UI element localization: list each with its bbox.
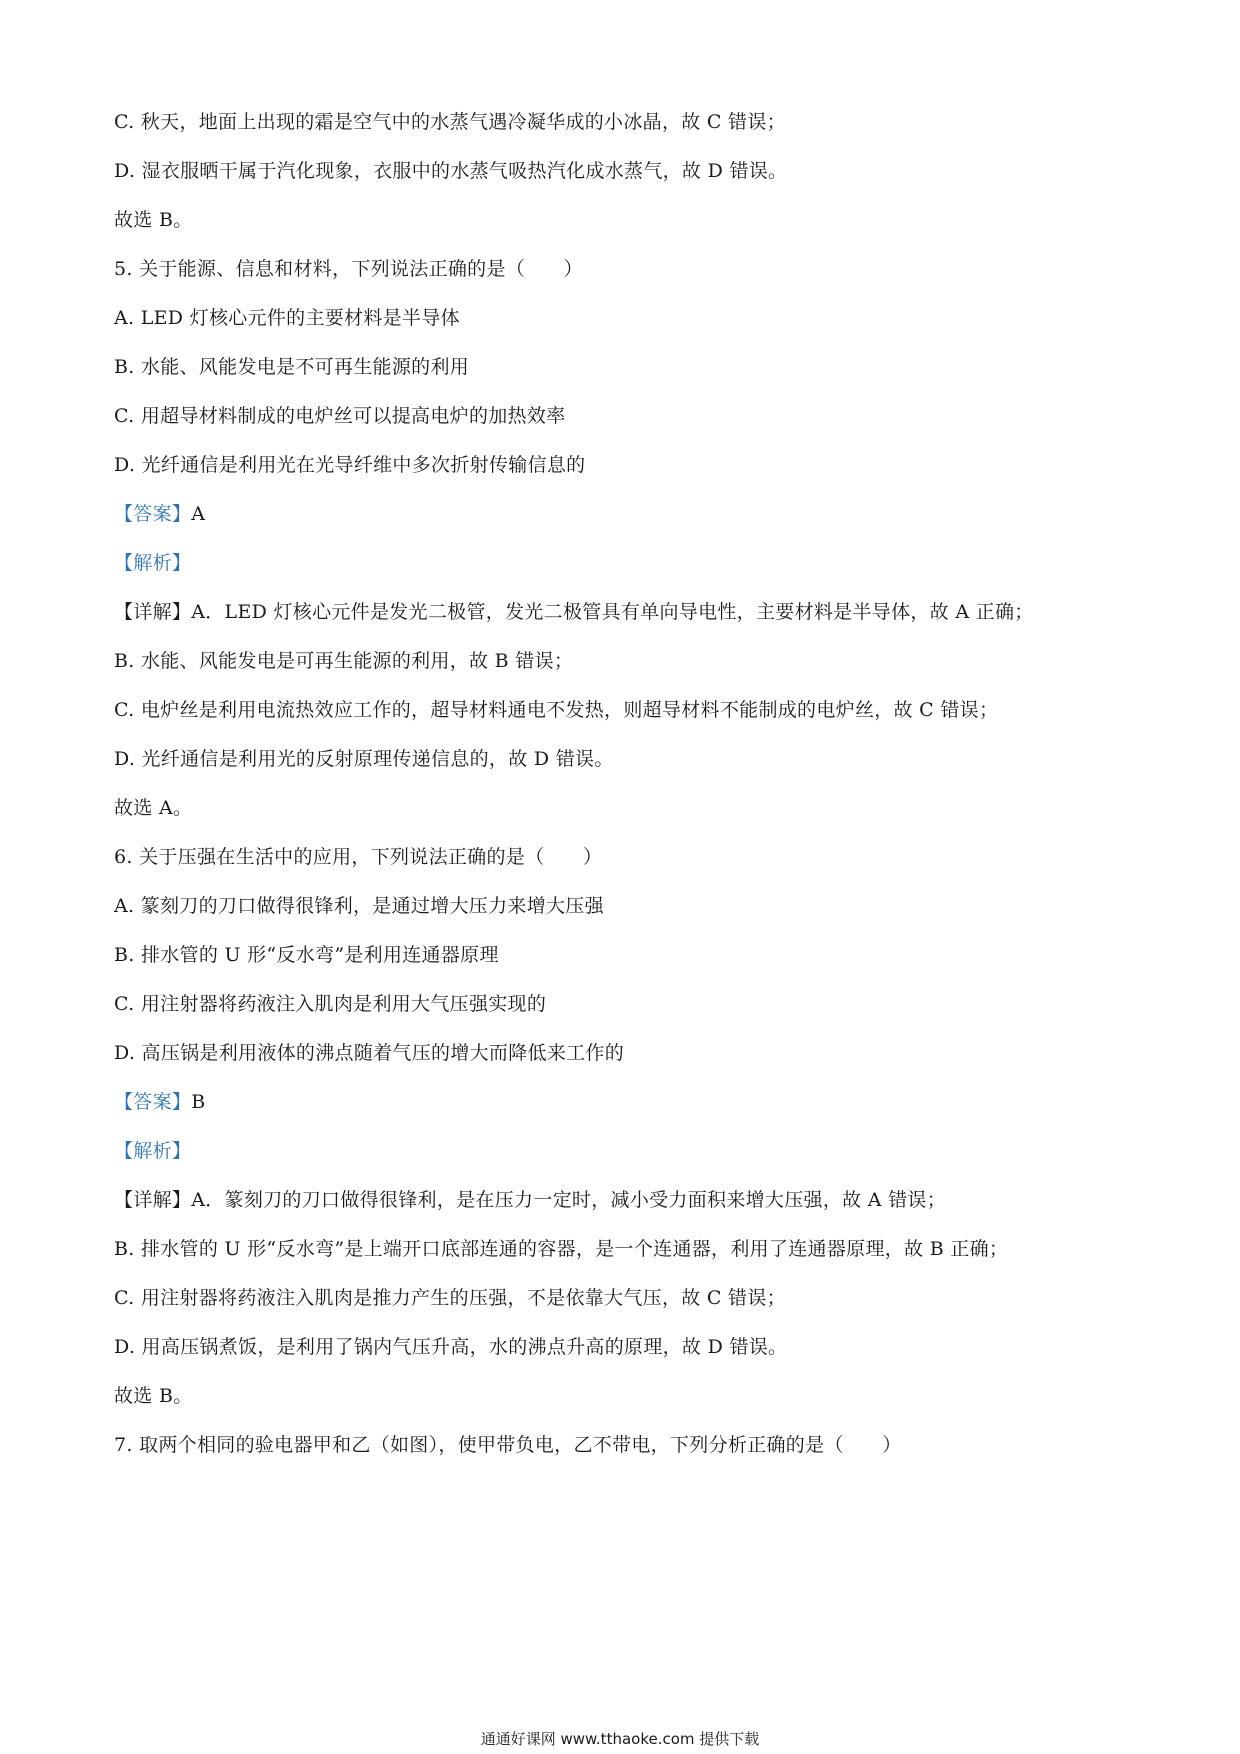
text-line	[114, 392, 1144, 441]
line-text: 故选 A。	[114, 797, 193, 819]
line-text: 【详解】A．篆刻刀的刀口做得很锋利，是在压力一定时，减小受力面积来增大压强，故 A 错误；	[114, 1189, 947, 1211]
section-label-line	[114, 1127, 1144, 1176]
line-text: A. 篆刻刀的刀口做得很锋利，是通过增大压力来增大压强	[114, 895, 604, 917]
section-tag: 【解析】	[114, 1140, 192, 1162]
section-tag: 【解析】	[114, 552, 192, 574]
text-line	[114, 1225, 1144, 1274]
line-text: D. 光纤通信是利用光的反射原理传递信息的，故 D 错误。	[114, 748, 614, 770]
text-line	[114, 245, 1144, 294]
line-text: 故选 B。	[114, 209, 193, 231]
text-line	[114, 98, 1144, 147]
text-line	[114, 882, 1144, 931]
text-line	[114, 1421, 1144, 1470]
text-line	[114, 686, 1144, 735]
line-text: A. LED 灯核心元件的主要材料是半导体	[114, 307, 460, 329]
text-line	[114, 294, 1144, 343]
line-text: A	[191, 503, 206, 525]
text-line	[114, 980, 1144, 1029]
section-tag: 【答案】	[114, 503, 192, 525]
section-label-line	[114, 1078, 1144, 1127]
line-text: B. 水能、风能发电是不可再生能源的利用	[114, 356, 470, 378]
section-label-line	[114, 490, 1144, 539]
text-line	[114, 441, 1144, 490]
line-text: C. 用超导材料制成的电炉丝可以提高电炉的加热效率	[114, 405, 566, 427]
line-text: 【详解】A．LED 灯核心元件是发光二极管，发光二极管具有单向导电性，主要材料是半导体，故 A 正确；	[114, 601, 1034, 623]
text-line	[114, 1372, 1144, 1421]
text-line	[114, 588, 1144, 637]
line-text: 故选 B。	[114, 1385, 193, 1407]
text-line	[114, 1029, 1144, 1078]
line-text: D. 用高压锅煮饭，是利用了锅内气压升高，水的沸点升高的原理，故 D 错误。	[114, 1336, 788, 1358]
text-line	[114, 196, 1144, 245]
line-text: B	[191, 1091, 206, 1113]
line-text: B. 水能、风能发电是可再生能源的利用，故 B 错误；	[114, 650, 574, 672]
section-label-line	[114, 539, 1144, 588]
page-footer: 通通好课网 www.tthaoke.com 提供下载	[480, 1730, 760, 1748]
text-line	[114, 1274, 1144, 1323]
text-line	[114, 784, 1144, 833]
text-line	[114, 637, 1144, 686]
line-text: B. 排水管的 U 形“反水弯”是利用连通器原理	[114, 944, 499, 966]
section-tag: 【答案】	[114, 1091, 192, 1113]
line-text: C. 用注射器将药液注入肌肉是推力产生的压强，不是依靠大气压，故 C 错误；	[114, 1287, 786, 1309]
line-text: C. 秋天，地面上出现的霜是空气中的水蒸气遇冷凝华成的小冰晶，故 C 错误；	[114, 111, 786, 133]
line-text: D. 光纤通信是利用光在光导纤维中多次折射传输信息的	[114, 454, 586, 476]
line-text: D. 湿衣服晒干属于汽化现象，衣服中的水蒸气吸热汽化成水蒸气，故 D 错误。	[114, 160, 788, 182]
text-line	[114, 147, 1144, 196]
line-text: 7. 取两个相同的验电器甲和乙（如图），使甲带负电，乙不带电，下列分析正确的是（ ）	[114, 1434, 902, 1456]
line-text: 6. 关于压强在生活中的应用，下列说法正确的是（ ）	[114, 846, 603, 868]
line-text: D. 高压锅是利用液体的沸点随着气压的增大而降低来工作的	[114, 1042, 625, 1064]
text-line	[114, 1176, 1144, 1225]
line-text: C. 电炉丝是利用电流热效应工作的，超导材料通电不发热，则超导材料不能制成的电炉丝，故 C 错误；	[114, 699, 999, 721]
text-line	[114, 1323, 1144, 1372]
text-line	[114, 931, 1144, 980]
line-text: B. 排水管的 U 形“反水弯”是上端开口底部连通的容器，是一个连通器，利用了连通器原理，故 B 正确；	[114, 1238, 1009, 1260]
text-line	[114, 833, 1144, 882]
text-line	[114, 343, 1144, 392]
text-line	[114, 735, 1144, 784]
line-text: C. 用注射器将药液注入肌肉是利用大气压强实现的	[114, 993, 547, 1015]
document-content	[114, 98, 1144, 1470]
line-text: 5. 关于能源、信息和材料，下列说法正确的是（ ）	[114, 258, 583, 280]
